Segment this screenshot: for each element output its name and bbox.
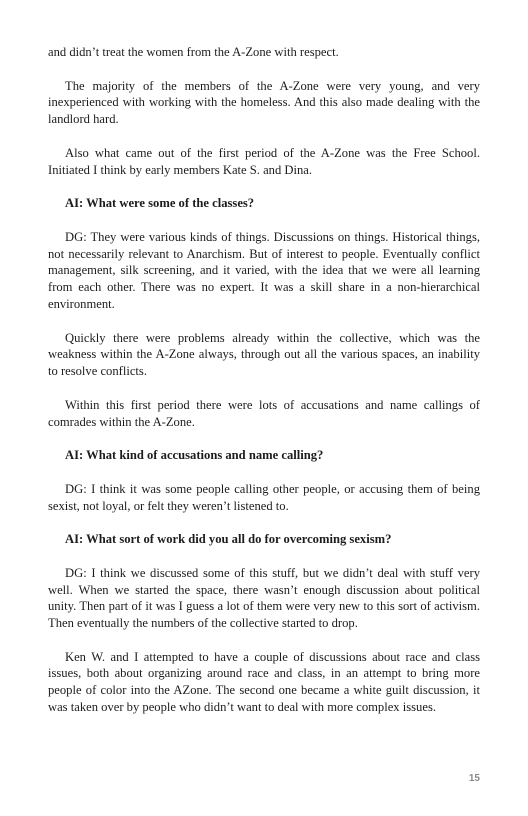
paragraph-body: The majority of the members of the A-Zone were very young, and very inexperienced with working with the homeless. And this also made dealing with the landlord hard. xyxy=(48,78,480,127)
paragraph-body: Ken W. and I attempted to have a couple of discussions about race and class issues, both about organizing around race and class, in an attempt to bring more people of color into the AZone. The second one became a white guilt discussion, it was taken over by people who didn’t want to deal with more complex issues. xyxy=(48,649,480,715)
paragraph-continuation: and didn’t treat the women from the A-Zone with respect. xyxy=(48,45,339,59)
document-page xyxy=(48,44,480,733)
paragraph-body: Within this first period there were lots of accusations and name callings of comrades within the A-Zone. xyxy=(48,397,480,429)
page-number: 15 xyxy=(468,773,480,784)
paragraph-body: Also what came out of the first period of the A-Zone was the Free School. Initiated I think by early members Kate S. and Dina. xyxy=(48,145,480,177)
paragraph-body: Quickly there were problems already within the collective, which was the weakness within the A-Zone always, through out all the various spaces, an inability to resolve conflicts. xyxy=(48,330,480,379)
interview-question: AI: What kind of accusations and name calling? xyxy=(65,448,324,463)
paragraph-answer: DG: I think we discussed some of this stuff, but we didn’t deal with stuff very well. When we started the space, there wasn’t enough discussion about political unity. Then part of it was I guess a lot of them were very new to this sort of activism. Then eventually the numbers of the collective started to drop. xyxy=(48,565,480,631)
paragraph-answer: DG: I think it was some people calling other people, or accusing them of being sexist, not loyal, or felt they weren’t listened to. xyxy=(48,481,480,513)
paragraph-answer: DG: They were various kinds of things. Discussions on things. Historical things, not necessarily relevant to Anarchism. But of interest to people. Eventually conflict management, silk screening, and it varied, with the idea that we were all learning from each other. There was no expert. It was a skill share in a non-hierarchical environment. xyxy=(48,229,480,311)
interview-question: AI: What were some of the classes? xyxy=(65,196,255,211)
interview-question: AI: What sort of work did you all do for overcoming sexism? xyxy=(65,532,392,547)
